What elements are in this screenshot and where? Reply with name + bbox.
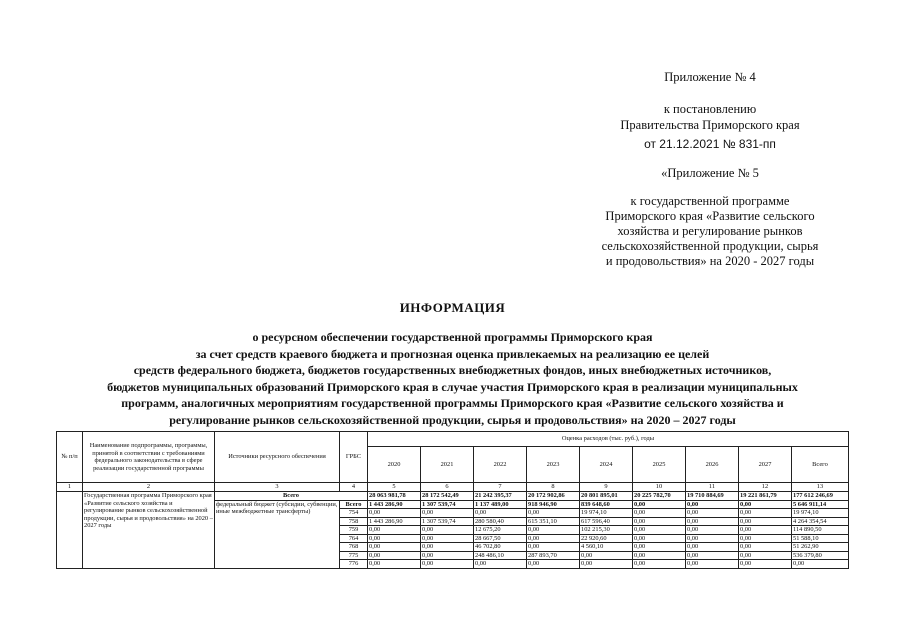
value-cell: 4 560,10 <box>580 543 633 552</box>
header-year: 2022 <box>474 447 527 483</box>
description-line: средств федерального бюджета, бюджетов государственных внебюджетных фондов, иных внебюджетных источников, <box>133 363 772 377</box>
value-cell: 617 596,40 <box>580 517 633 526</box>
total-value: 28 172 542,49 <box>421 492 474 501</box>
value-cell: 0,00 <box>633 560 686 569</box>
value-cell: 1 137 489,00 <box>474 500 527 509</box>
value-cell: 0,00 <box>792 560 849 569</box>
program-ref-line: Приморского края «Развитие сельского <box>605 209 815 223</box>
appendix-5-label: «Приложение № 5 <box>661 166 759 180</box>
value-cell: 0,00 <box>633 551 686 560</box>
value-cell: 0,00 <box>527 509 580 518</box>
value-cell: 0,00 <box>686 560 739 569</box>
header-year: 2027 <box>739 447 792 483</box>
header-year: 2026 <box>686 447 739 483</box>
total-value: 21 242 395,37 <box>474 492 527 501</box>
value-cell: 0,00 <box>739 500 792 509</box>
index-cell: 8 <box>527 483 580 492</box>
value-cell: 28 667,50 <box>474 534 527 543</box>
value-cell: 0,00 <box>527 534 580 543</box>
value-cell: 0,00 <box>527 526 580 535</box>
index-cell: 12 <box>739 483 792 492</box>
index-cell: 2 <box>83 483 215 492</box>
resolution-ref: к постановлению <box>663 102 757 116</box>
value-cell: 0,00 <box>368 543 421 552</box>
header-num: № п/п <box>57 432 83 483</box>
value-cell: 0,00 <box>580 560 633 569</box>
value-cell: 0,00 <box>633 543 686 552</box>
value-cell: 19 974,10 <box>580 509 633 518</box>
value-cell: 22 920,60 <box>580 534 633 543</box>
grbs-cell: 759 <box>340 526 368 535</box>
grbs-cell: 758 <box>340 517 368 526</box>
value-cell: 287 893,70 <box>527 551 580 560</box>
value-cell: 0,00 <box>686 551 739 560</box>
grbs-cell: 754 <box>340 509 368 518</box>
value-cell: 0,00 <box>739 534 792 543</box>
value-cell: 46 702,80 <box>474 543 527 552</box>
value-cell: 0,00 <box>739 517 792 526</box>
value-cell: 615 351,10 <box>527 517 580 526</box>
program-ref-line: сельскохозяйственной продукции, сырья <box>601 239 819 253</box>
header-year: 2021 <box>421 447 474 483</box>
program-ref-line: к государственной программе <box>630 194 790 208</box>
document-description <box>40 329 865 428</box>
index-cell: 7 <box>474 483 527 492</box>
value-cell: 5 646 911,14 <box>792 500 849 509</box>
total-value: 20 225 782,70 <box>633 492 686 501</box>
header-name: Наименование подпрограммы, программы, принятой в соответствии с требованиями федерального законодательства в сфере реализации государственной программы <box>83 432 215 483</box>
index-cell: 13 <box>792 483 849 492</box>
value-cell: 1 443 286,90 <box>368 517 421 526</box>
value-cell: 0,00 <box>633 500 686 509</box>
government-name: Правительства Приморского края <box>620 118 800 132</box>
header-estimate: Оценка расходов (тыс. руб.), годы <box>368 432 849 447</box>
value-cell: 248 486,10 <box>474 551 527 560</box>
value-cell: 0,00 <box>421 526 474 535</box>
value-cell: 0,00 <box>686 517 739 526</box>
table-row-total <box>57 492 849 501</box>
value-cell: 0,00 <box>686 543 739 552</box>
index-cell: 10 <box>633 483 686 492</box>
value-cell: 0,00 <box>686 534 739 543</box>
value-cell: 4 264 354,54 <box>792 517 849 526</box>
index-cell: 11 <box>686 483 739 492</box>
description-line: программ, аналогичных мероприятиям государственной программы Приморского края «Развитие сельского хозяйства и <box>121 396 784 410</box>
value-cell: 536 379,80 <box>792 551 849 560</box>
index-cell: 6 <box>421 483 474 492</box>
value-cell: 0,00 <box>686 500 739 509</box>
total-value: 19 710 884,69 <box>686 492 739 501</box>
value-cell: 0,00 <box>633 509 686 518</box>
grbs-cell: 764 <box>340 534 368 543</box>
header-total: Всего <box>792 447 849 483</box>
value-cell: 0,00 <box>368 509 421 518</box>
program-ref-line: хозяйства и регулирование рынков <box>617 224 803 238</box>
description-line: о ресурсном обеспечении государственной программы Приморского края <box>252 330 653 344</box>
grbs-cell: Всего <box>340 500 368 509</box>
header-year: 2020 <box>368 447 421 483</box>
value-cell: 0,00 <box>368 551 421 560</box>
description-line: регулирование рынков сельскохозяйственной продукции, сырья и продовольствия» на 2020 – 2027 годы <box>169 412 736 427</box>
value-cell: 0,00 <box>739 560 792 569</box>
header-year: 2023 <box>527 447 580 483</box>
value-cell: 0,00 <box>421 509 474 518</box>
total-label: Всего <box>215 492 368 501</box>
description-line: бюджетов муниципальных образований Приморского края в случае участия Приморского края в реализации муниципальных <box>107 379 798 394</box>
value-cell: 0,00 <box>739 509 792 518</box>
index-cell: 3 <box>215 483 340 492</box>
value-cell: 0,00 <box>368 526 421 535</box>
index-cell: 1 <box>57 483 83 492</box>
value-cell: 1 307 539,74 <box>421 517 474 526</box>
header-source: Источники ресурсного обеспечения <box>215 432 340 483</box>
header-year: 2025 <box>633 447 686 483</box>
value-cell: 0,00 <box>739 526 792 535</box>
value-cell: 0,00 <box>421 551 474 560</box>
value-cell: 0,00 <box>474 509 527 518</box>
header-year: 2024 <box>580 447 633 483</box>
value-cell: 0,00 <box>527 560 580 569</box>
value-cell: 51 262,90 <box>792 543 849 552</box>
value-cell: 102 215,30 <box>580 526 633 535</box>
index-row <box>57 483 849 492</box>
resource-table <box>56 431 849 569</box>
index-cell: 4 <box>340 483 368 492</box>
value-cell: 0,00 <box>686 509 739 518</box>
total-value: 20 801 895,01 <box>580 492 633 501</box>
description-line: за счет средств краевого бюджета и прогнозная оценка привлекаемых на реализацию ее целей <box>195 346 710 361</box>
value-cell: 0,00 <box>686 526 739 535</box>
program-ref-line: и продовольствия» на 2020 - 2027 годы <box>605 254 815 268</box>
value-cell: 1 307 539,74 <box>421 500 474 509</box>
program-reference <box>560 194 860 269</box>
value-cell: 918 946,90 <box>527 500 580 509</box>
resolution-date-number: от 21.12.2021 № 831-пп <box>644 137 776 151</box>
value-cell: 0,00 <box>739 551 792 560</box>
value-cell: 0,00 <box>580 551 633 560</box>
value-cell: 0,00 <box>421 543 474 552</box>
header-grbs: ГРБС <box>340 432 368 483</box>
grbs-cell: 776 <box>340 560 368 569</box>
value-cell: 1 443 286,90 <box>368 500 421 509</box>
total-value: 20 172 902,86 <box>527 492 580 501</box>
row-num-cell <box>57 492 83 569</box>
value-cell: 0,00 <box>368 560 421 569</box>
total-value: 28 063 981,78 <box>368 492 421 501</box>
value-cell: 0,00 <box>633 526 686 535</box>
program-name-cell: Государственная программа Приморского края «Развитие сельского хозяйства и регулирование рынков сельскохозяйственной продукции, сырья и продовольствия» на 2020 – 2027 годы <box>83 492 215 569</box>
value-cell: 114 890,50 <box>792 526 849 535</box>
value-cell: 0,00 <box>633 517 686 526</box>
total-value: 177 612 246,69 <box>792 492 849 501</box>
grbs-cell: 775 <box>340 551 368 560</box>
total-value: 19 221 861,79 <box>739 492 792 501</box>
value-cell: 12 675,20 <box>474 526 527 535</box>
value-cell: 0,00 <box>633 534 686 543</box>
value-cell: 0,00 <box>527 543 580 552</box>
value-cell: 0,00 <box>421 560 474 569</box>
value-cell: 839 648,60 <box>580 500 633 509</box>
grbs-cell: 768 <box>340 543 368 552</box>
appendix-4-label: Приложение № 4 <box>664 70 756 84</box>
federal-source-cell: федеральный бюджет (субсидии, субвенции, иные межбюджетные трансферты) <box>215 500 340 568</box>
value-cell: 0,00 <box>739 543 792 552</box>
value-cell: 0,00 <box>368 534 421 543</box>
document-title: ИНФОРМАЦИЯ <box>399 300 506 315</box>
index-cell: 5 <box>368 483 421 492</box>
value-cell: 280 580,40 <box>474 517 527 526</box>
value-cell: 0,00 <box>421 534 474 543</box>
value-cell: 19 974,10 <box>792 509 849 518</box>
value-cell: 51 588,10 <box>792 534 849 543</box>
value-cell: 0,00 <box>474 560 527 569</box>
index-cell: 9 <box>580 483 633 492</box>
